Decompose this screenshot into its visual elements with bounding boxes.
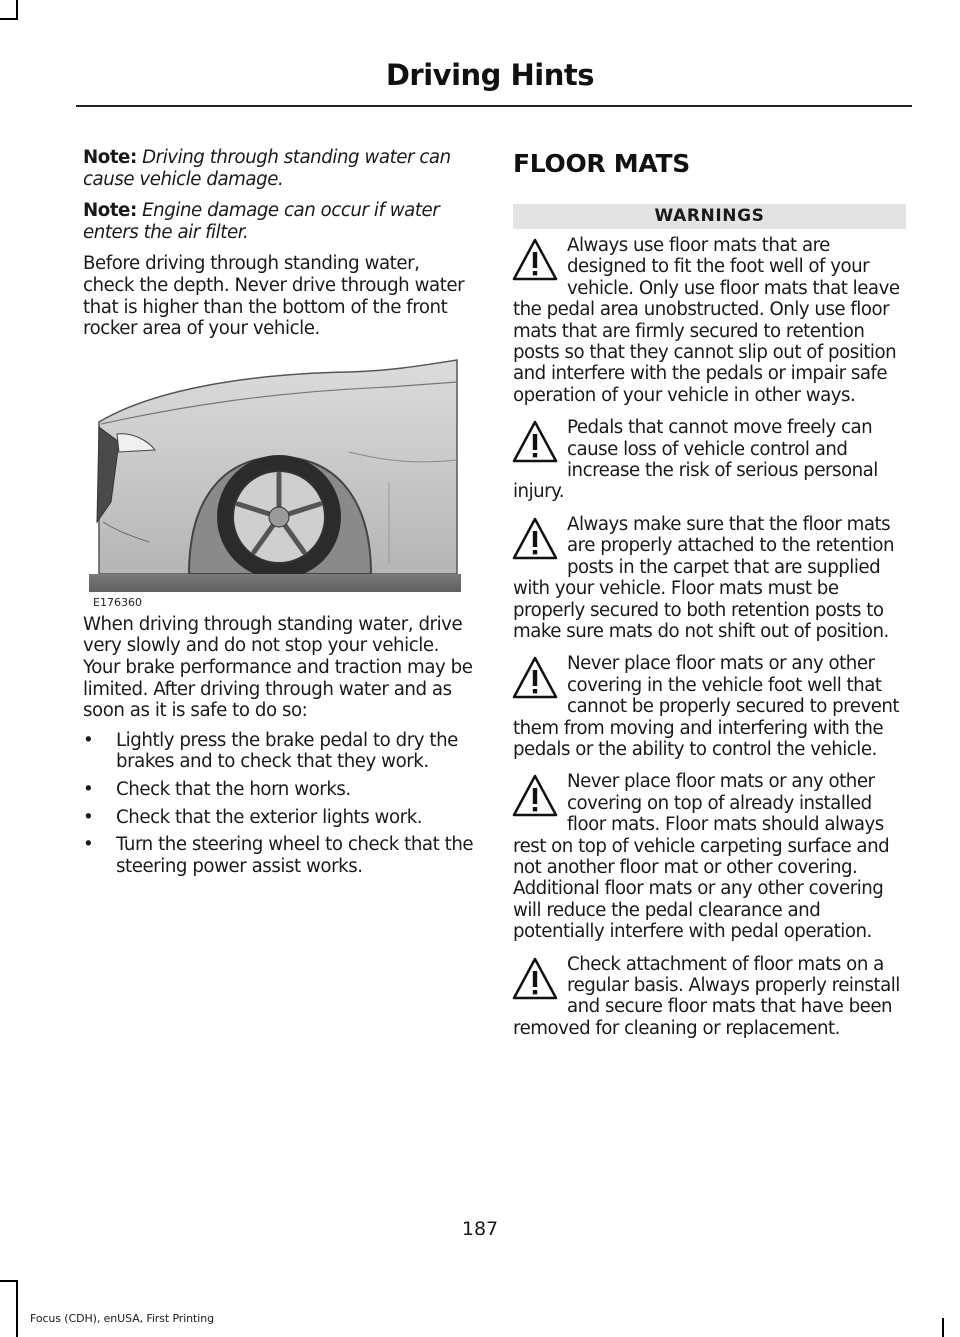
header-rule — [76, 105, 912, 107]
warnings-list — [513, 235, 906, 1039]
warning-item — [513, 954, 906, 1040]
crop-mark — [16, 0, 18, 20]
list-item — [83, 779, 475, 801]
note-text: Driving through standing water can cause vehicle damage. — [83, 147, 451, 190]
warning-text: Check attachment of floor mats on a regular basis. Always properly reinstall and secure floor mats that have been removed for cleaning or replacement. — [513, 953, 900, 1039]
bullet: • — [83, 806, 94, 828]
list-item-text: Lightly press the brake pedal to dry the brakes and to check that they work. — [116, 729, 458, 773]
car-front-illustration — [89, 352, 461, 592]
warning-triangle-icon — [511, 236, 559, 284]
warning-item — [513, 417, 906, 503]
crop-mark — [0, 18, 18, 20]
warning-text: Never place floor mats or any other covering in the vehicle foot well that cannot be properly secured to prevent them from moving and interfering with the pedals or the ability to control the vehicle. — [513, 653, 900, 760]
page-number: 187 — [461, 1218, 499, 1240]
list-item — [83, 807, 475, 829]
warning-item — [513, 653, 906, 760]
bullet: • — [83, 834, 94, 856]
warning-text: Always use floor mats that are designed to fit the foot well of your vehicle. Only use floor mats that leave the pedal area unobstructed. Only use floor mats that are firmly secured to retention posts so that they cannot slip out of position and interfere with the pedals or impair safe operation of your vehicle in other ways. — [513, 235, 900, 406]
figure-id: E176360 — [93, 595, 142, 609]
warning-triangle-icon — [511, 955, 559, 1003]
list-item-text: Check that the exterior lights work. — [116, 806, 423, 828]
edition-footer: Focus (CDH), enUSA, First Printing — [30, 1312, 214, 1325]
standing-water-paragraph: When driving through standing water, drive very slowly and do not stop your vehicle. Your brake performance and traction may be limited. After driving through water and as soon as it is safe to do so: — [83, 613, 473, 722]
warning-item — [513, 771, 906, 942]
warning-triangle-icon — [511, 654, 559, 702]
warning-triangle-icon — [511, 772, 559, 820]
note-text: Engine damage can occur if water enters the air filter. — [83, 200, 440, 243]
note-label: Note: — [83, 147, 137, 168]
warning-item — [513, 235, 906, 406]
warning-item — [513, 514, 906, 642]
warning-text: Never place floor mats or any other covering on top of already installed floor mats. Floor mats should always rest on top of vehicle carpeting surface and not another floor mat or other covering. Additional floor mats or any other covering will reduce the pedal clearance and potentially interfere with pedal operation. — [513, 771, 890, 943]
warning-triangle-icon — [511, 418, 559, 466]
note-1 — [83, 147, 475, 190]
crop-mark — [942, 1318, 944, 1337]
list-item-text: Check that the horn works. — [116, 778, 351, 800]
list-item-text: Turn the steering wheel to check that the steering power assist works. — [116, 834, 474, 877]
bullet: • — [83, 729, 94, 751]
crop-mark — [0, 1280, 18, 1282]
warning-text: Always make sure that the floor mats are properly attached to the retention posts in the carpet that are supplied with your vehicle. Floor mats must be properly secured to both retention posts to make sure mats do not shift out of position. — [513, 513, 894, 642]
page-header-title: Driving Hints — [385, 58, 594, 92]
bullet: • — [83, 778, 94, 800]
warning-triangle-icon — [511, 515, 559, 563]
section-title: FLOOR MATS — [513, 149, 690, 178]
car-wheel-illustration — [89, 352, 461, 609]
warnings-heading: WARNINGS — [513, 204, 906, 229]
checklist — [83, 730, 475, 878]
list-item — [83, 730, 475, 773]
note-2 — [83, 200, 475, 243]
right-column — [513, 147, 906, 1050]
warning-text: Pedals that cannot move freely can cause loss of vehicle control and increase the risk of serious personal injury. — [513, 417, 878, 503]
note-label: Note: — [83, 200, 137, 222]
depth-paragraph: Before driving through standing water, check the depth. Never drive through water that is higher than the bottom of the front rocker area of your vehicle. — [83, 253, 465, 340]
left-column — [83, 147, 475, 883]
crop-mark — [16, 1282, 18, 1337]
list-item — [83, 834, 475, 877]
